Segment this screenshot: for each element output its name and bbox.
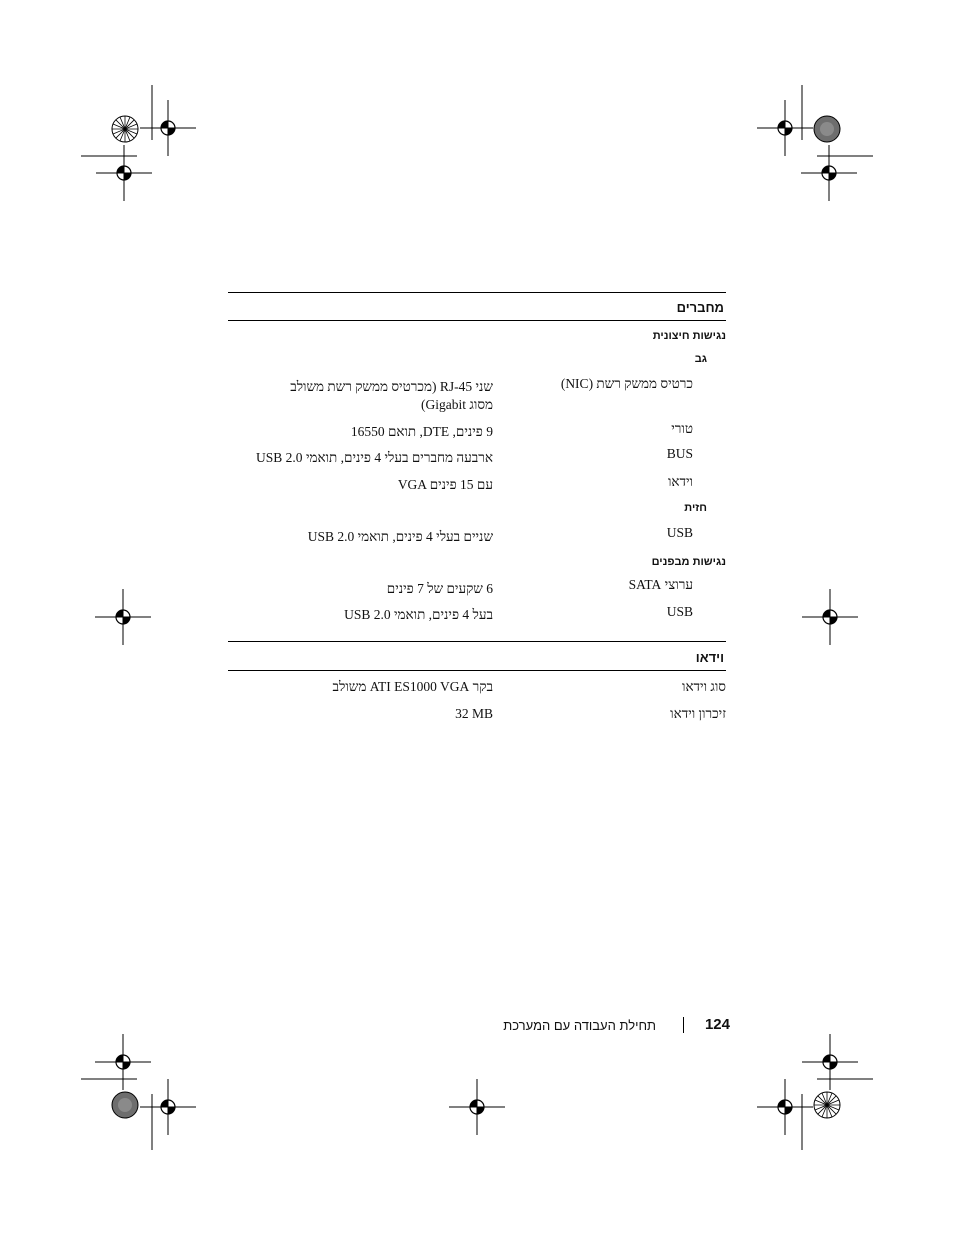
row-value-usb-front: שניים בעלי 4 פינים, תואמי USB 2.0 <box>307 529 493 544</box>
row-value-video-back: VGA עם 15 פינים <box>397 477 493 492</box>
row-label-video-memory: זיכרון וידאו <box>670 706 726 721</box>
row-value-serial: 9 פינים, DTE, תואם 16550 <box>350 424 493 439</box>
footer-divider <box>683 1017 684 1033</box>
subheading-external-access: נגישות חיצונית <box>652 330 726 342</box>
row-label-usb-internal: USB <box>666 604 693 619</box>
section-title-video: וידאו <box>695 650 724 665</box>
row-label-video-back: וידאו <box>667 474 693 489</box>
section-rule-bottom <box>228 320 726 321</box>
row-label-usb-back: BUS <box>666 446 693 461</box>
row-value-sata: 6 שקעים של 7 פינים <box>386 581 493 596</box>
section-rule-top-video <box>228 641 726 642</box>
footer-title: תחילת העבודה עם המערכת <box>503 1018 656 1033</box>
row-value-usb-back: ארבעה מחברים בעלי 4 פינים, תואמי USB 2.0 <box>256 450 493 465</box>
row-label-video-type: סוג וידאו <box>681 679 726 694</box>
row-value-nic-line1: שני 45-RJ (מכרטיס ממשק רשת משולב <box>290 379 493 394</box>
row-label-usb-front: USB <box>666 525 693 540</box>
row-label-nic: כרטיס ממשק רשת (NIC) <box>560 376 693 391</box>
row-label-serial: טורי <box>671 421 693 436</box>
row-value-video-memory: 32 MB <box>455 706 493 721</box>
subheading-front: חזית <box>684 502 707 514</box>
subheading-internal-access: נגישות מבפנים <box>651 556 726 568</box>
page-number: 124 <box>704 1016 730 1033</box>
section-rule-bottom-video <box>228 670 726 671</box>
subheading-back: גב <box>694 353 707 365</box>
section-title-connectors: מחברים <box>676 300 724 315</box>
row-value-nic-line2: מסוג Gigabit) <box>421 397 493 412</box>
row-value-video-type: בקר ATI ES1000 VGA משולב <box>332 679 493 694</box>
row-label-sata: ערוצי SATA <box>628 577 693 592</box>
row-value-usb-internal: בעל 4 פינים, תואמי USB 2.0 <box>344 607 493 622</box>
section-rule-top <box>228 292 726 293</box>
